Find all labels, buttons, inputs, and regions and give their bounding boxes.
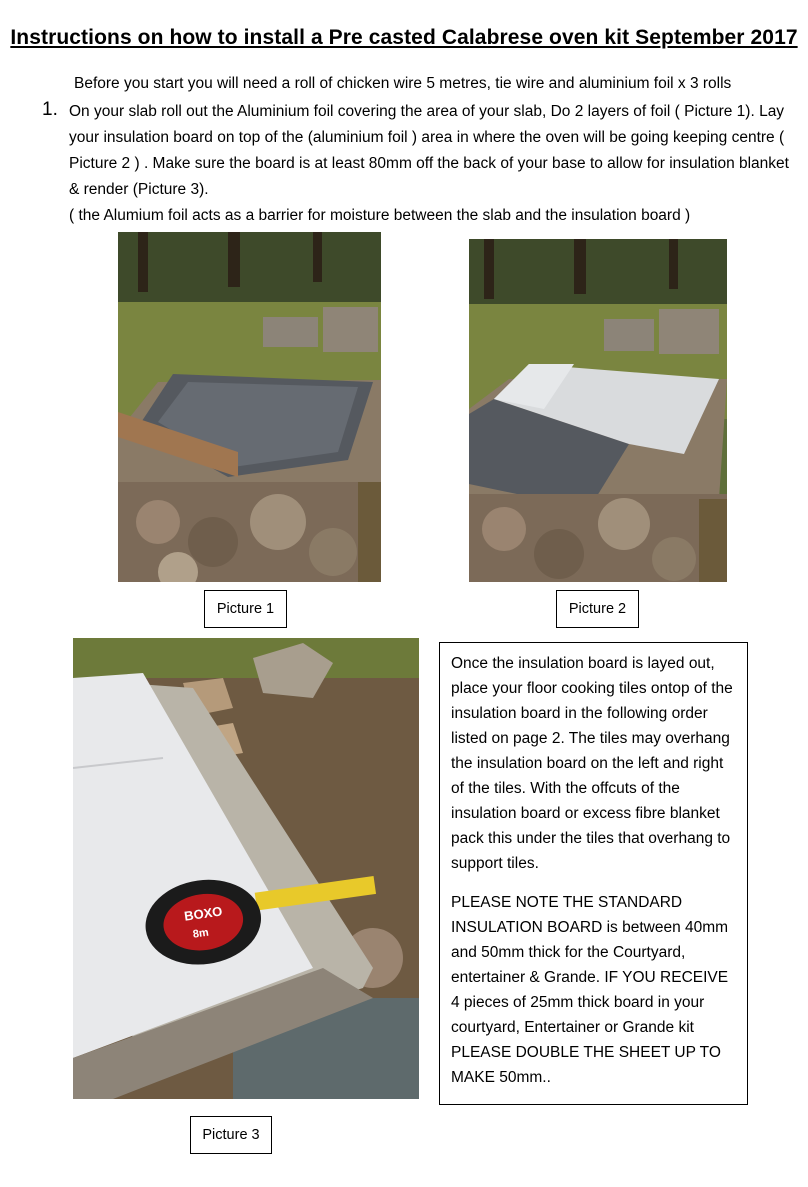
tape-brand: BOXO bbox=[183, 903, 224, 924]
note-paragraph-2: PLEASE NOTE THE STANDARD INSULATION BOARD is between 40mm and 50mm thick for the Courtyard, entertainer & Grande. IF YOU RECEIVE 4 pieces of 25mm thick board in your courtyard, Entertainer or Grande kit PLEASE DOUBLE THE SHEET UP TO MAKE 50mm.. bbox=[451, 894, 729, 1086]
step-number: 1. bbox=[42, 99, 58, 120]
step-1-text bbox=[69, 99, 789, 229]
insulation-note-box bbox=[439, 642, 748, 1105]
step-1-instructions: On your slab roll out the Aluminium foil covering the area of your slab, Do 2 layers of foil ( Picture 1). Lay your insulation board on top of the (aluminium foil ) area in where the oven will be going keeping centre ( Picture 2 ) . Make sure the board is at least 80mm off the back of your base to allow for insulation blanket & render (Picture 3). bbox=[69, 103, 789, 198]
picture-1-photo bbox=[118, 232, 381, 582]
step-1-note: ( the Alumium foil acts as a barrier for moisture between the slab and the insulation board ) bbox=[69, 207, 691, 224]
intro-text: Before you start you will need a roll of chicken wire 5 metres, tie wire and aluminium foil x 3 rolls bbox=[74, 75, 732, 92]
picture-2-photo bbox=[469, 239, 727, 582]
picture-1-caption: Picture 1 bbox=[204, 590, 287, 628]
note-paragraph-1: Once the insulation board is layed out, place your floor cooking tiles ontop of the insulation board in the following order listed on page 2. The tiles may overhang the insulation board on the left and right of the tiles. With the offcuts of the insulation board or excess fibre blanket pack this under the tiles that overhang to support tiles. bbox=[451, 655, 733, 872]
picture-2-caption: Picture 2 bbox=[556, 590, 639, 628]
tape-length: 8m bbox=[192, 926, 210, 941]
document-title: Instructions on how to install a Pre casted Calabrese oven kit September 2017 bbox=[10, 26, 798, 49]
picture-3-photo bbox=[73, 638, 419, 1099]
picture-3-caption: Picture 3 bbox=[190, 1116, 272, 1154]
